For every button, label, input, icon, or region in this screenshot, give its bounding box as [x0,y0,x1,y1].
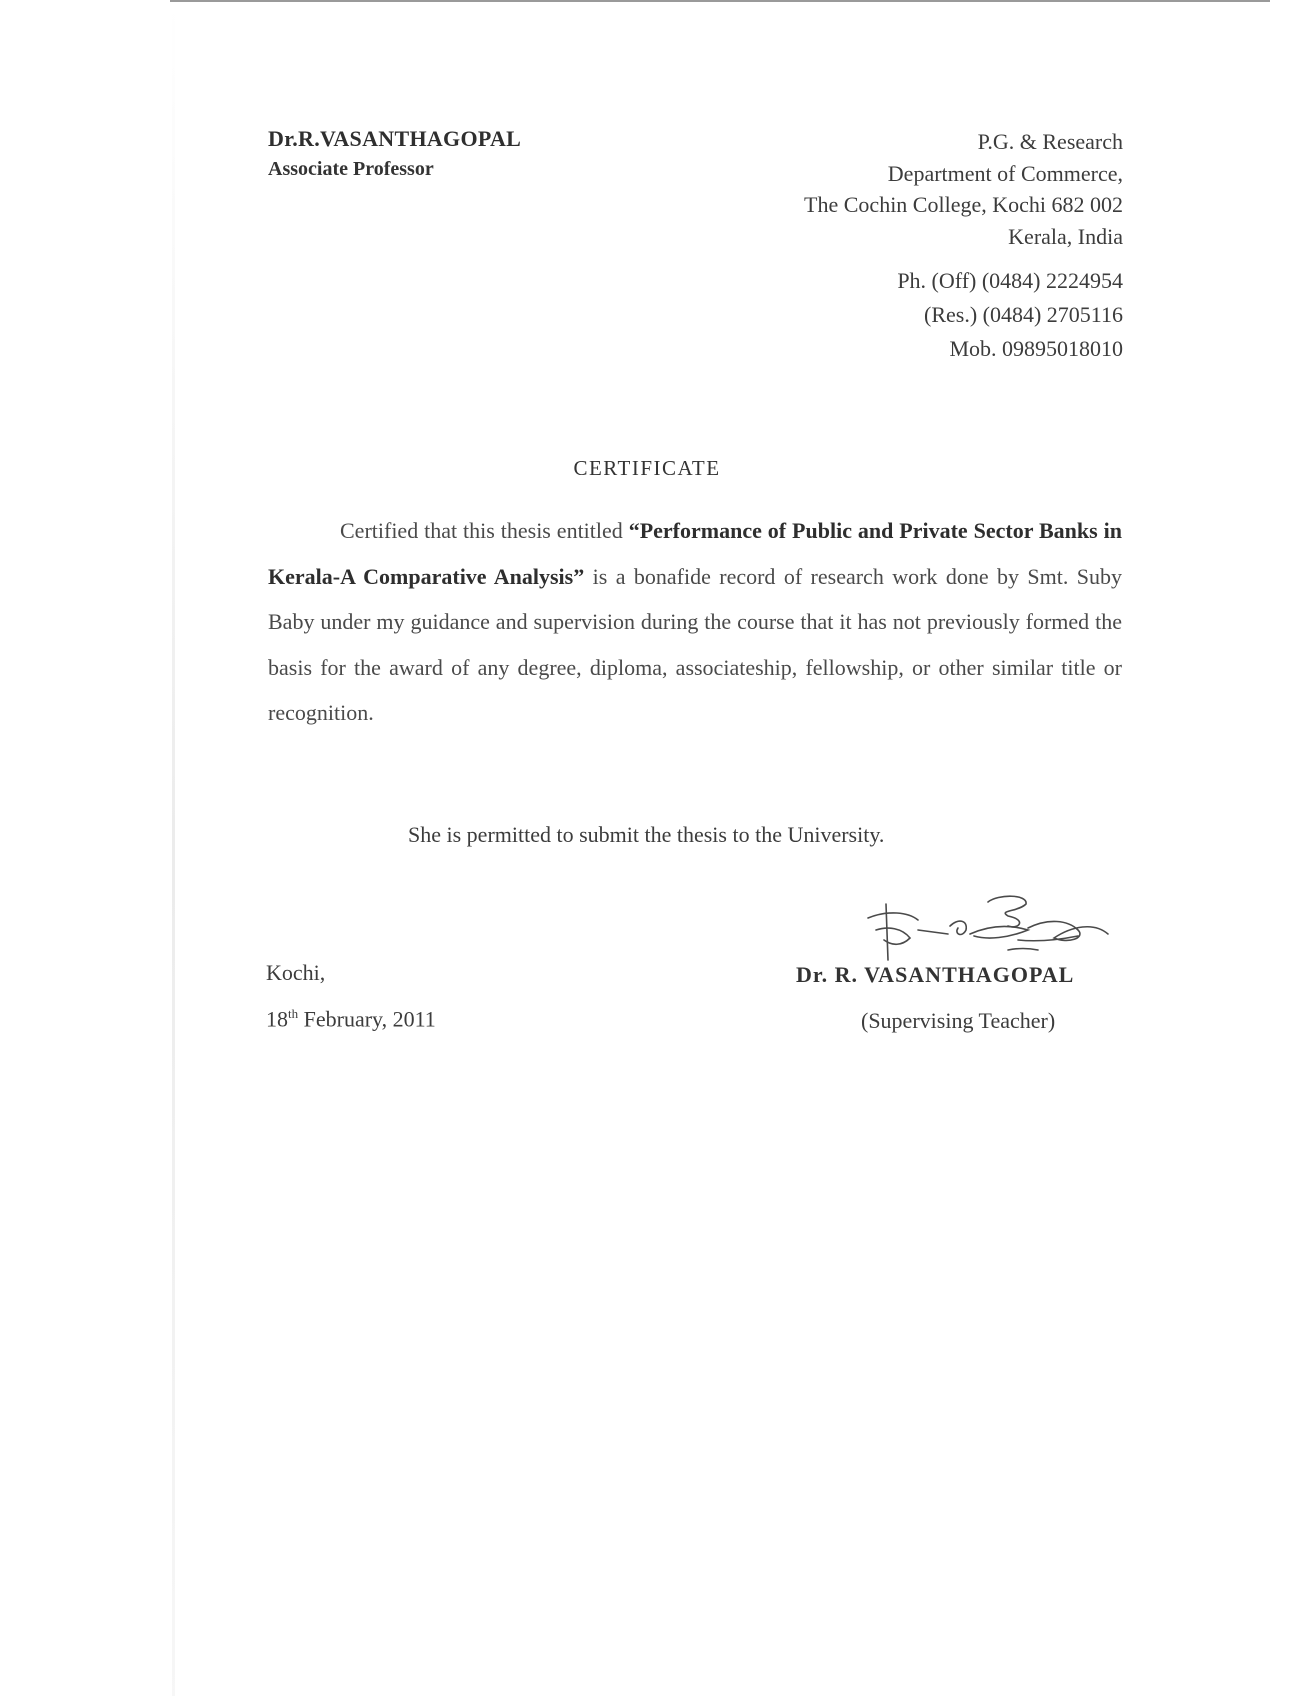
date-day: 18 [266,1006,288,1032]
letterhead-phones [897,264,1123,366]
phone-residence: (Res.) (0484) 2705116 [924,302,1123,327]
letterhead-name: Dr.R.VASANTHAGOPAL [268,126,522,151]
date [266,1006,436,1032]
signatory-role: (Supervising Teacher) [861,1008,1056,1033]
signatory-name: Dr. R. VASANTHAGOPAL [796,962,1075,987]
certificate-body [268,508,1122,736]
phone-mobile: Mob. 09895018010 [949,336,1123,361]
address-line: The Cochin College, Kochi 682 002 [804,192,1123,217]
address-line: Department of Commerce, [887,160,1123,186]
scan-edge-left [172,0,175,1696]
certificate-title: CERTIFICATE [573,456,721,480]
place: Kochi, [266,960,326,985]
body-text-start: Certified that this thesis entitled [340,518,629,543]
address-line: P.G. & Research [977,129,1123,154]
letterhead-address [804,126,1123,252]
permission-statement: She is permitted to submit the thesis to the University. [408,822,885,847]
date-suffix: th [288,1006,299,1021]
body-text-end: is a bonafide record of research work done by Smt. Suby Baby under my guidance and supervision during the course that it has not previously formed the basis for the award of any degree, diploma, associateship, fellowship, or other similar title or recognition. [268,563,1122,725]
scan-edge-top [170,0,1270,2]
date-rest: February, 2011 [298,1006,436,1032]
address-line: Kerala, India [1008,223,1123,249]
signature-image [858,890,1138,970]
thesis-title: “Performance of Public and Private Sector Banks in Kerala-A Comparative Analysis” [268,518,1122,589]
phone-office: Ph. (Off) (0484) 2224954 [897,268,1123,293]
letterhead-designation: Associate Professor [268,158,434,180]
